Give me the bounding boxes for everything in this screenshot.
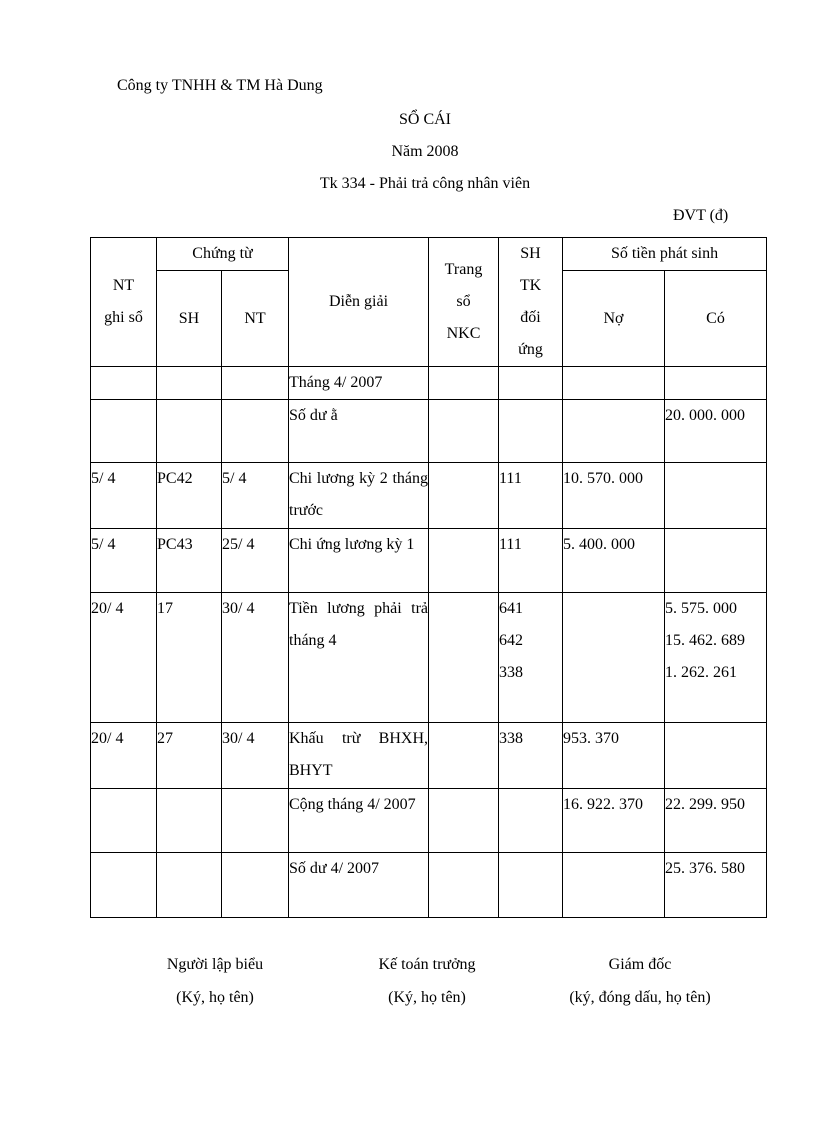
cell-nt [222,789,289,853]
co-line: 5. 575. 000 [665,600,737,617]
cell-nt: 25/ 4 [222,529,289,593]
header-chung-tu: Chứng từ [157,238,289,271]
cell-nt-ghi-so: 5/ 4 [91,463,157,529]
cell-nt-ghi-so [91,400,157,463]
cell-co: 22. 299. 950 [665,789,767,853]
cell-no: 5. 400. 000 [563,529,665,593]
cell-trang [429,789,499,853]
cell-nt-ghi-so [91,367,157,400]
cell-nt-ghi-so: 20/ 4 [91,723,157,789]
signature-chief-accountant [352,955,502,1021]
cell-nt: 30/ 4 [222,593,289,723]
tk-line: 642 [499,632,523,649]
cell-tk [499,593,563,723]
cell-no: 10. 570. 000 [563,463,665,529]
cell-tk: 111 [499,529,563,593]
header-no: Nợ [563,271,665,367]
cell-sh [157,789,222,853]
cell-tk [499,400,563,463]
cell-trang [429,529,499,593]
header-co: Có [665,271,767,367]
cell-tk [499,789,563,853]
cell-trang [429,463,499,529]
cell-nt [222,400,289,463]
cell-sh: PC42 [157,463,222,529]
cell-sh: 17 [157,593,222,723]
cell-co [665,723,767,789]
header-dien-giai: Diễn giải [289,238,429,367]
cell-nt-ghi-so [91,853,157,918]
signature-note: (Ký, họ tên) [388,989,466,1006]
cell-tk [499,367,563,400]
cell-trang [429,593,499,723]
cell-no [563,367,665,400]
cell-nt [222,367,289,400]
table-row [91,593,767,723]
signature-role: Giám đốc [608,956,672,973]
tk-line: 641 [499,600,523,617]
signature-note: (Ký, họ tên) [176,989,254,1006]
cell-dien-giai: Chi ứng lương kỳ 1 [289,529,429,593]
cell-nt: 5/ 4 [222,463,289,529]
cell-dien-giai: Tháng 4/ 2007 [289,367,429,400]
currency-unit: ĐVT (đ) [673,207,729,224]
table-row [91,789,767,853]
cell-co: 20. 000. 000 [665,400,767,463]
account-title: Tk 334 - Phải trả công nhân viên [319,175,531,192]
cell-trang [429,853,499,918]
header-so-tien: Số tiền phát sinh [563,238,767,271]
ledger-table [90,237,767,918]
cell-co [665,529,767,593]
cell-nt: 30/ 4 [222,723,289,789]
table-row [91,400,767,463]
cell-dien-giai: Cộng tháng 4/ 2007 [289,789,429,853]
cell-sh [157,367,222,400]
signature-director [540,955,740,1021]
header-sh-tk-doi-ung: SH TK đối ứng [499,238,563,367]
cell-trang [429,400,499,463]
cell-nt-ghi-so: 20/ 4 [91,593,157,723]
cell-no [563,853,665,918]
ledger-year: Năm 2008 [391,143,459,160]
company-name: Công ty TNHH & TM Hà Dung [117,77,323,94]
signature-preparer [140,955,290,1021]
ledger-title: SỔ CÁI [398,111,451,128]
co-line: 15. 462. 689 [665,632,745,649]
signature-role: Kế toán trưởng [378,956,476,973]
cell-no: 16. 922. 370 [563,789,665,853]
cell-sh: 27 [157,723,222,789]
cell-nt [222,853,289,918]
cell-dien-giai: Số dư ằ [289,400,429,463]
table-row [91,853,767,918]
cell-nt-ghi-so [91,789,157,853]
header-trang-so-nkc: Trang sổ NKC [429,238,499,367]
cell-co [665,367,767,400]
cell-dien-giai: Tiền lương phải trả tháng 4 [289,593,429,723]
co-line: 1. 262. 261 [665,664,737,681]
cell-tk [499,853,563,918]
header-nt: NT [222,271,289,367]
cell-trang [429,367,499,400]
signature-note: (ký, đóng dấu, họ tên) [569,989,711,1006]
cell-dien-giai: Số dư 4/ 2007 [289,853,429,918]
cell-trang [429,723,499,789]
cell-sh [157,853,222,918]
cell-tk: 338 [499,723,563,789]
signature-role: Người lập biểu [166,956,264,973]
tk-line: 338 [499,664,523,681]
cell-sh [157,400,222,463]
cell-tk: 111 [499,463,563,529]
cell-co [665,463,767,529]
cell-nt-ghi-so: 5/ 4 [91,529,157,593]
header-nt-ghi-so: NT ghi sổ [91,238,157,367]
cell-dien-giai: Khấu trừ BHXH, BHYT [289,723,429,789]
table-row [91,723,767,789]
table-row [91,463,767,529]
cell-co [665,593,767,723]
cell-co: 25. 376. 580 [665,853,767,918]
cell-dien-giai: Chi lương kỳ 2 tháng trước [289,463,429,529]
cell-no [563,400,665,463]
cell-sh: PC43 [157,529,222,593]
cell-no [563,593,665,723]
table-row [91,529,767,593]
table-row [91,367,767,400]
cell-no: 953. 370 [563,723,665,789]
header-sh: SH [157,271,222,367]
